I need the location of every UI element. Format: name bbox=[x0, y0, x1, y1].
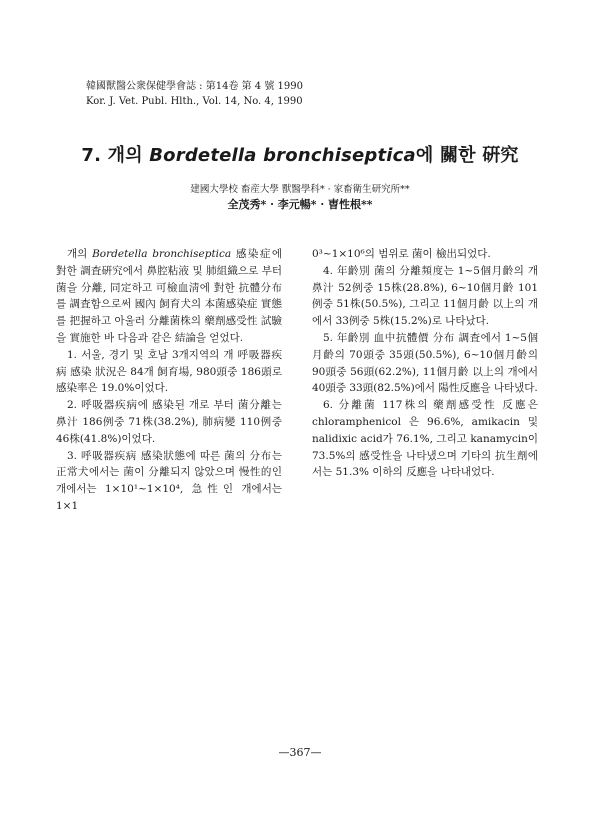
result-paragraph-1: 1. 서울, 경기 및 호남 3개지역의 개 呼吸器疾病 感染 狀況은 84개 飼育場, 980頭중 186頭로 感染率은 19.0%이었다. bbox=[56, 348, 282, 395]
title-prefix: 7. 개의 bbox=[81, 145, 150, 166]
page-number: —367— bbox=[278, 746, 322, 759]
result-paragraph-3-continued: 0³~1×10⁶의 범위로 菌이 檢出되었다. bbox=[312, 248, 491, 260]
result-paragraph-4: 4. 年齡別 菌의 分離頻度는 1~5個月齡의 개鼻汁 52例중 15株(28.8%), 6~10個月齡 101例중 51株(50.5%), 그리고 11個月齡 以上의 개에서 33例중 5株(15.2%)로 나타났다. bbox=[312, 264, 538, 328]
intro-paragraph bbox=[56, 246, 282, 347]
left-column bbox=[56, 246, 282, 515]
journal-title-korean: 韓國獸醫公衆保健學會誌 : 第14卷 第 4 號 1990 bbox=[86, 81, 303, 92]
affiliation: 建國大學校 畜産大學 獸醫學科* · 家畜衛生研究所** bbox=[190, 184, 410, 195]
right-column bbox=[312, 246, 538, 481]
result-paragraph-5: 5. 年齡別 血中抗體價 分布 調査에서 1~5個月齡의 70頭중 35頭(50.5%), 6~10個月齡의 90頭중 56頭(62.2%), 11個月齡 以上의 개에서 40頭중 33頭(82.5%)에서 陽性反應을 나타냈다. bbox=[312, 331, 538, 395]
result-paragraph-2: 2. 呼吸器疾病에 感染된 개로 부터 菌分離는 鼻汁 186例중 71株(38.2%), 肺病變 110例중 46株(41.8%)이었다. bbox=[56, 399, 282, 445]
journal-title-english: Kor. J. Vet. Publ. Hlth., Vol. 14, No. 4, 1990 bbox=[86, 96, 303, 107]
intro-species: Bordetella bronchiseptica bbox=[92, 248, 232, 260]
intro-post: 感染症에 對한 調査硏究에서 鼻腔粘液 및 肺組織으로 부터 菌을 分離, 同定하고 可檢血淸에 對한 抗體分布를 調査함으로써 國內 飼育犬의 本菌感染症 實態를 把握하고 아울러 分離菌株의 藥劑感受性 試驗을 實施한 바 다음과 같은 結論을 얻었다. bbox=[56, 248, 283, 344]
journal-header bbox=[86, 79, 303, 109]
paper-title bbox=[0, 141, 600, 167]
title-suffix: 에 關한 硏究 bbox=[415, 145, 519, 166]
intro-pre: 개의 bbox=[67, 248, 93, 260]
result-paragraph-3: 3. 呼吸器疾病 感染狀態에 따른 菌의 分布는 正常犬에서는 菌이 分離되지 않았으며 慢性的인 개에서는 1×10¹~1×10⁴, 急性인 개에서는 1×1 bbox=[56, 449, 282, 512]
title-species: Bordetella bronchiseptica bbox=[149, 145, 416, 166]
authors: 全茂秀* · 李元暢* · 曺性根** bbox=[227, 198, 373, 211]
result-paragraph-6: 6. 分離菌 117株의 藥劑感受性 反應은 chloramphenicol 은 96.6%, amikacin 및 nalidixic acid가 76.1%, 그리고 kanamycin이 73.5%의 感受性을 나타냈으며 기타의 抗生劑에서는 51.3% 이하의 反應을 나타내었다. bbox=[312, 399, 538, 479]
